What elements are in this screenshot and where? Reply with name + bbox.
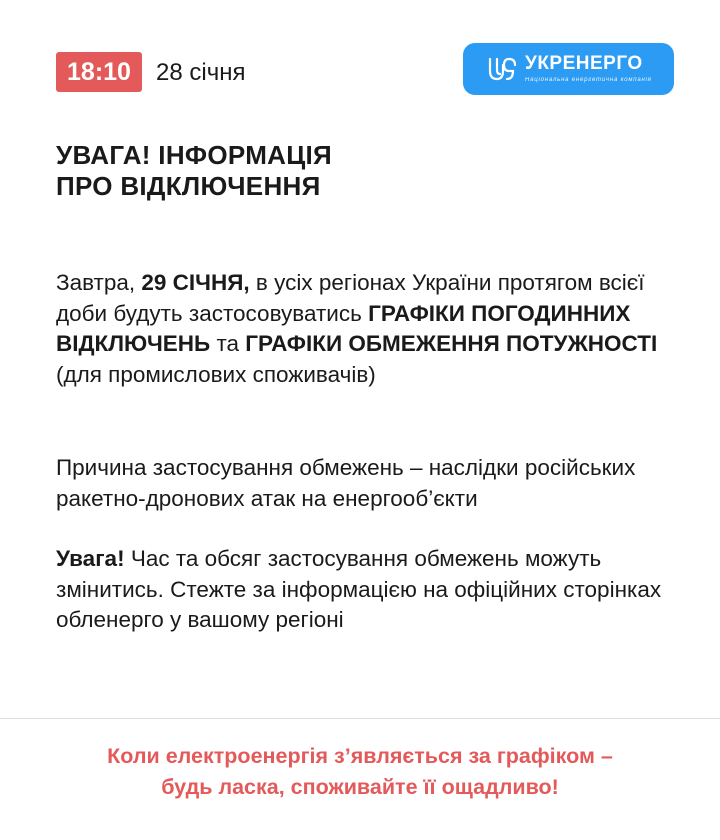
footer-note bbox=[0, 741, 720, 803]
p1-hourly-schedules: ГРАФІКИ ПОГОДИННИХ ВІДКЛЮЧЕНЬ bbox=[56, 300, 631, 356]
logo-subtitle: Національна енергетична компанія bbox=[525, 77, 652, 83]
date-label: 28 січня bbox=[156, 59, 246, 86]
p1-power-limit-schedules: ГРАФІКИ ОБМЕЖЕННЯ ПОТУЖНОСТІ bbox=[245, 331, 658, 356]
title-line-1: УВАГА! ІНФОРМАЦІЯ bbox=[56, 140, 333, 170]
ukrenergo-logo bbox=[463, 43, 674, 95]
schedule-paragraph bbox=[56, 268, 676, 390]
p1-text-2: в усіх регіонах України протягом всієї доби будуть застосовуватись bbox=[56, 270, 645, 326]
divider bbox=[0, 718, 720, 719]
p1-text-1: Завтра, bbox=[56, 270, 142, 295]
warning-text: Час та обсяг застосування обмежень можуть змінитись. Стежте за інформацією на офіційних сторінках обленерго у вашому регіоні bbox=[56, 546, 662, 632]
p1-date: 29 СІЧНЯ, bbox=[141, 270, 250, 295]
title-line-2: ПРО ВІДКЛЮЧЕННЯ bbox=[56, 171, 321, 201]
reason-paragraph: Причина застосування обмежень – наслідки російських ракетно-дронових атак на енергооб’єкти bbox=[56, 455, 636, 511]
p1-text-3: та bbox=[210, 331, 246, 356]
footer-line-2: будь ласка, споживайте її ощадливо! bbox=[161, 775, 559, 799]
time-badge: 18:10 bbox=[56, 52, 142, 92]
logo-name: УКРЕНЕРГО bbox=[525, 53, 643, 74]
warning-paragraph bbox=[56, 544, 676, 636]
footer-line-1: Коли електроенергія з’являється за графіком – bbox=[107, 744, 613, 768]
ukrenergo-logo-icon bbox=[487, 56, 517, 82]
page-title bbox=[56, 140, 332, 202]
p1-text-4: (для промислових споживачів) bbox=[56, 361, 376, 387]
warning-label: Увага! bbox=[56, 546, 125, 571]
